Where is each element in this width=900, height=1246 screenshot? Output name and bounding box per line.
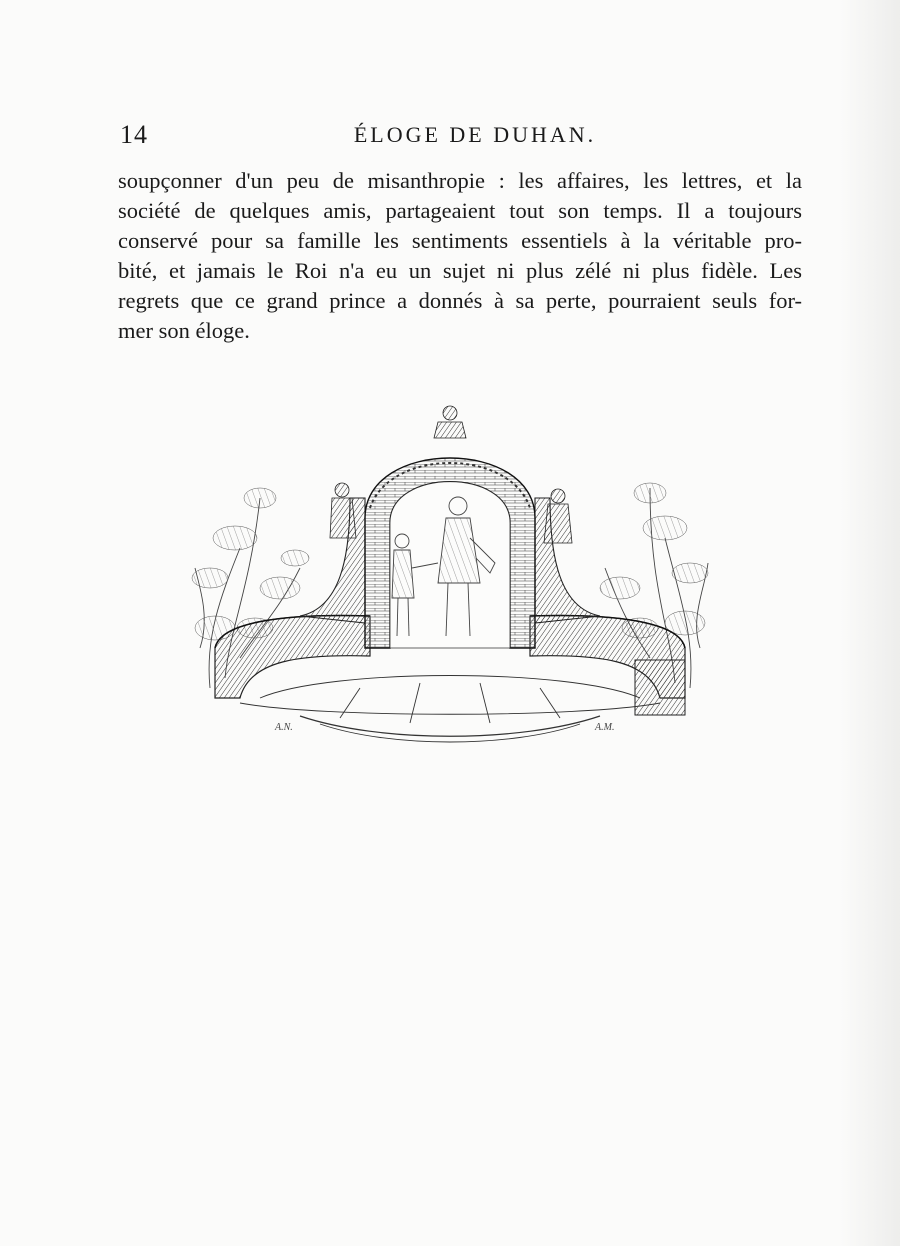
text-line: regrets que ce grand prince a donnés à sa perte, pourraient seuls for-: [118, 288, 802, 313]
engraver-signature-left: A.N.: [275, 722, 293, 733]
body-paragraph: [118, 166, 802, 346]
putto-statue-left: [330, 483, 356, 538]
vignette-illustration: [180, 398, 720, 743]
page-edge-shading: [840, 0, 900, 1246]
text-line: conservé pour sa famille les sentiments essentiels à la véritable pro-: [118, 228, 802, 253]
text-line: bité, et jamais le Roi n'a eu un sujet ni plus zélé ni plus fidèle. Les: [118, 258, 802, 283]
engraver-signature-right: A.M.: [595, 722, 615, 733]
text-line: mer son éloge.: [118, 318, 250, 343]
running-title: ÉLOGE DE DUHAN.: [353, 122, 597, 147]
page-header: [118, 118, 802, 154]
putto-statue-top: [434, 406, 466, 438]
page-number: 14: [120, 120, 148, 149]
text-line: soupçonner d'un peu de misanthropie : les affaires, les lettres, et la: [118, 168, 802, 193]
putto-statue-right: [544, 489, 572, 543]
text-line: société de quelques amis, partageaient tout son temps. Il a toujours: [118, 198, 802, 223]
engraved-vignette-garden-arch: [180, 398, 720, 743]
